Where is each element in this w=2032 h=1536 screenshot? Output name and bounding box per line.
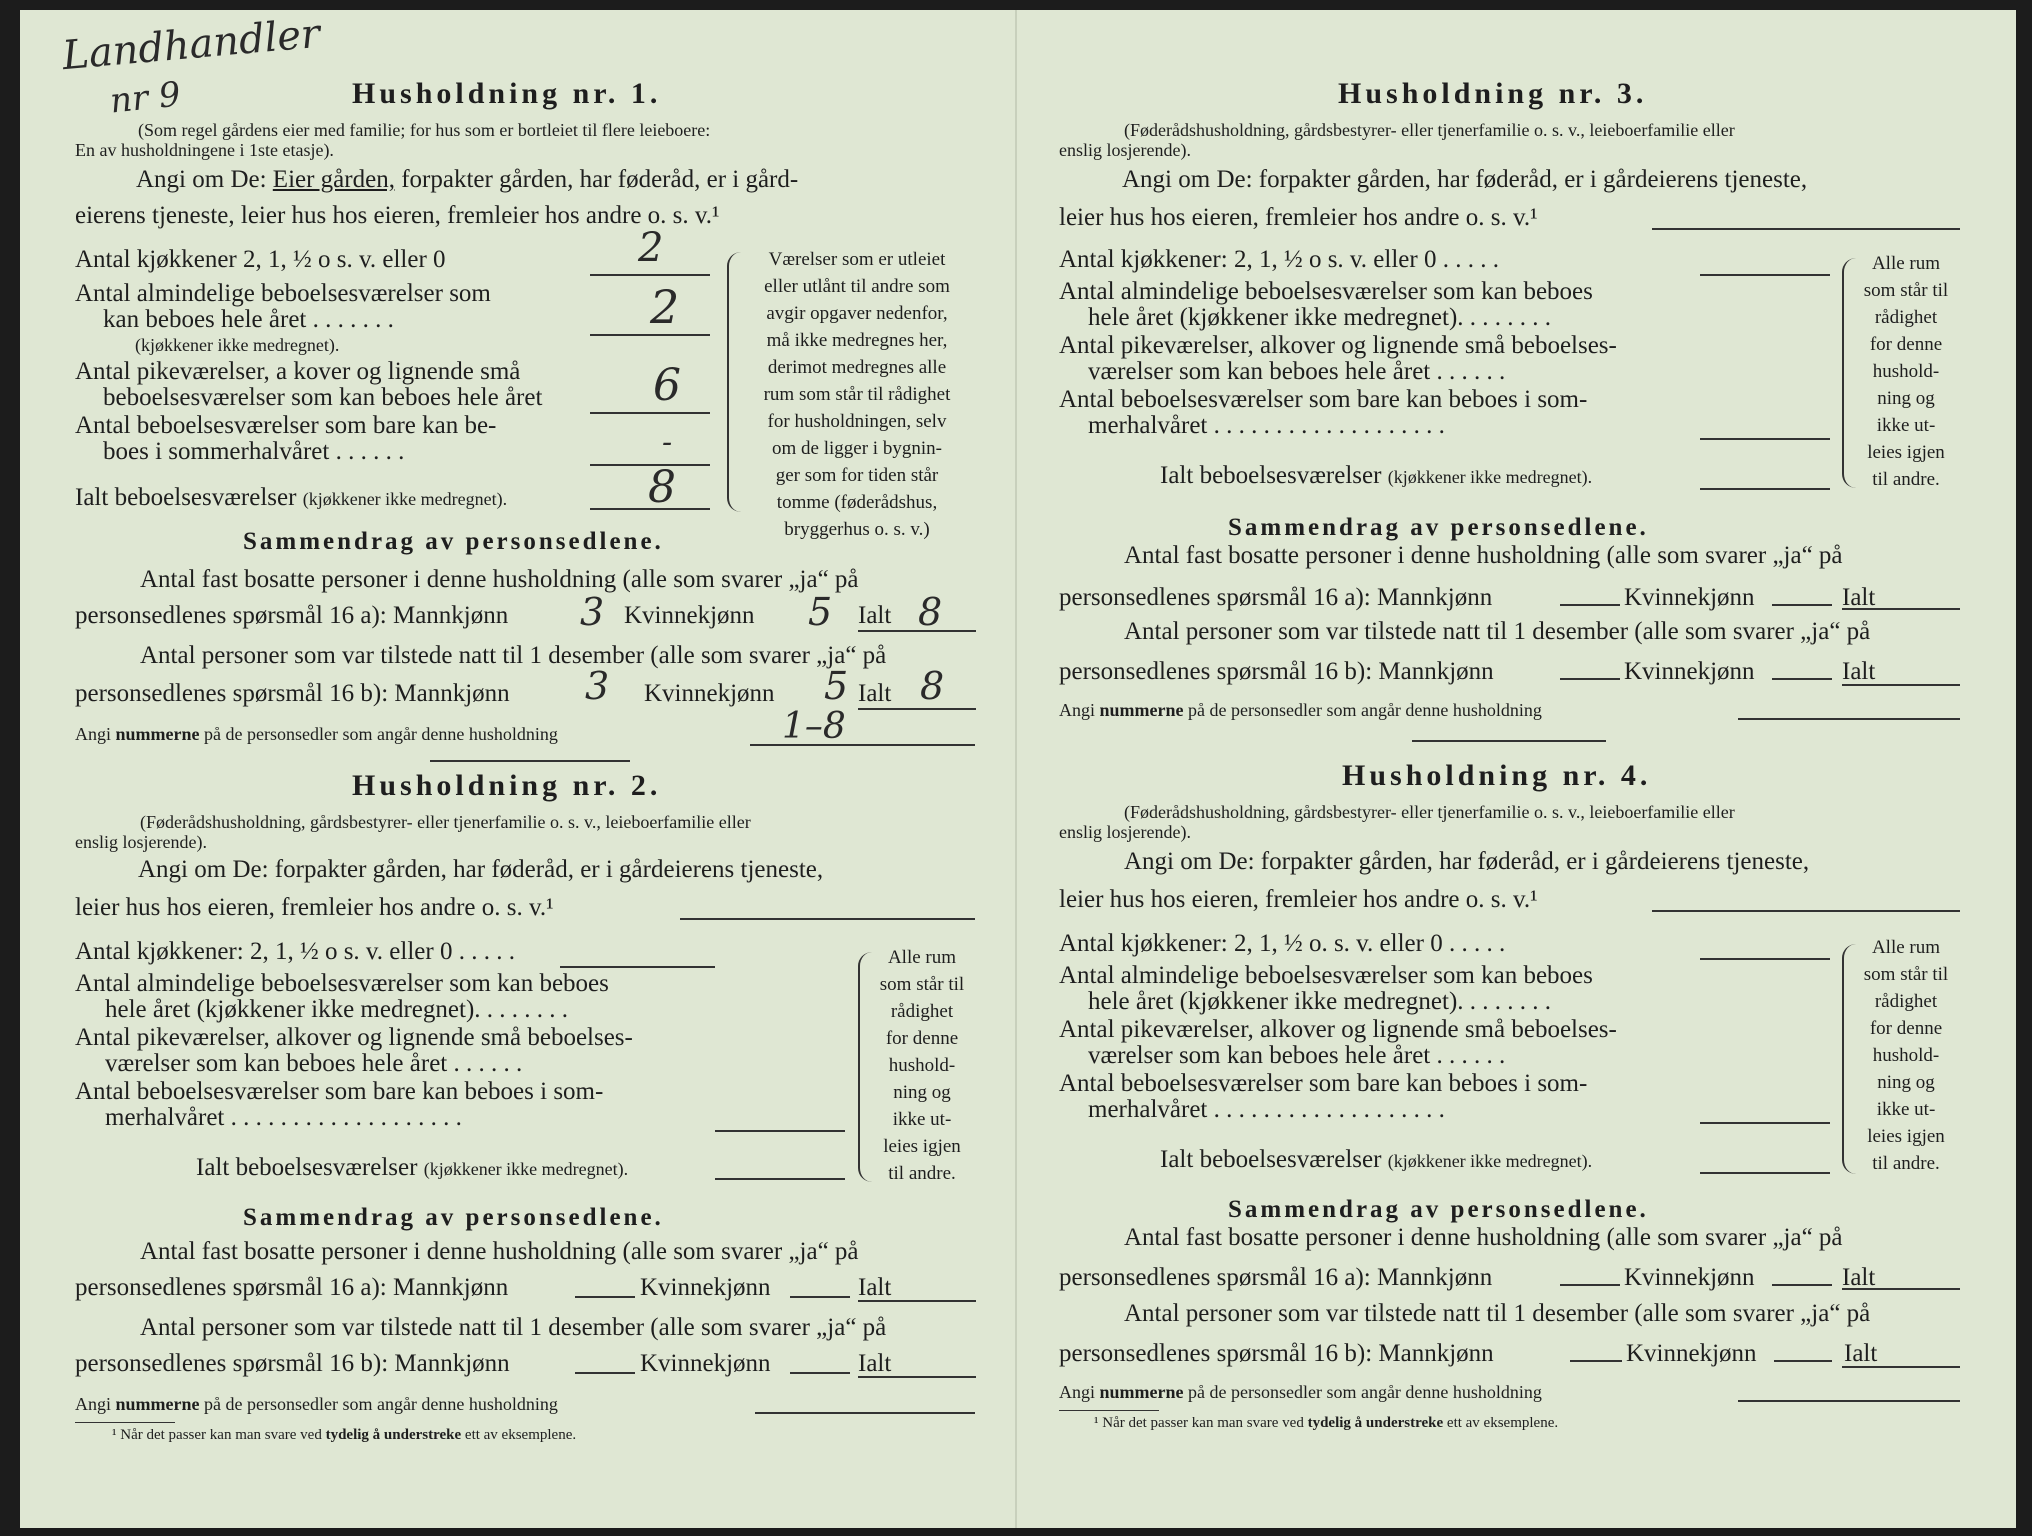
h3-s1-male-line: [1560, 604, 1620, 606]
h3-side-note-line: ikke ut-: [1876, 415, 1936, 436]
h4-s2-total-label: Ialt: [1844, 1340, 1878, 1367]
h2-s2-male-label: personsedlenes spørsmål 16 b): Mannkjønn: [75, 1350, 510, 1377]
h4-s1-total-label: Ialt: [1842, 1264, 1876, 1291]
h4-summary-title: Sammendrag av personsedlene.: [1228, 1196, 1649, 1223]
h2-side-note-line: Alle rum: [887, 947, 957, 968]
h4-s1-line-1: Antal fast bosatte personer i denne husholdning (alle som svarer „ja“ på: [1124, 1224, 1843, 1251]
h2-note-1: (Føderådshusholdning, gårdsbestyrer- eller tjenerfamilie o. s. v., leieboerfamilie eller: [140, 812, 751, 832]
h1-s2-male-label: personsedlenes spørsmål 16 b): Mannkjønn: [75, 680, 510, 707]
h2-ordinary-label-2: hele året (kjøkkener ikke medregnet). . . . . . . .: [105, 996, 569, 1023]
h1-side-note-line: avgir opgaver nedenfor,: [766, 303, 948, 324]
h1-kitchens-line: [590, 274, 710, 276]
h1-s1-line-2: [75, 602, 508, 630]
h2-numbers-line: [755, 1412, 975, 1414]
h1-separator: [430, 760, 630, 762]
h4-side-note-line: Alle rum: [1871, 937, 1941, 958]
h3-numbers-line: [1738, 718, 1960, 720]
h4-numbers-line: [1738, 1400, 1960, 1402]
h3-side-note-line: leies igjen: [1867, 442, 1945, 463]
h2-title: Husholdning nr. 2.: [352, 769, 662, 802]
h1-note-2: En av husholdningene i 1ste etasje).: [75, 140, 334, 160]
h1-s1-male-value: 3: [580, 590, 605, 634]
h1-ordinary-value: 2: [650, 280, 680, 334]
h3-angi-line-1: Angi om De: forpakter gården, har føderåd, er i gårdeierens tjeneste,: [1122, 166, 1808, 193]
page-fold: [1015, 10, 1017, 1528]
h4-s1-male-label: personsedlenes spørsmål 16 a): Mannkjønn: [1059, 1264, 1493, 1291]
h3-s2-female-label: Kvinnekjønn: [1624, 658, 1755, 685]
h4-s2-female-label: Kvinnekjønn: [1626, 1340, 1757, 1367]
h1-s2-line-1: Antal personer som var tilstede natt til 1 desember (alle som svarer „ja“ på: [140, 642, 887, 669]
h2-numbers-b: nummerne: [115, 1394, 200, 1414]
h1-side-note-line: må ikke medregnes her,: [766, 330, 948, 351]
h1-side-note-line: rum som står til rådighet: [763, 384, 951, 405]
h1-total-label-main: Ialt beboelsesværelser: [75, 484, 297, 511]
h4-total-line: [1700, 1172, 1830, 1174]
h3-angi-line-2: leier hus hos eieren, fremleier hos andre o. s. v.¹: [1059, 204, 1538, 231]
h3-separator: [1412, 740, 1606, 742]
h3-s1-line-1: Antal fast bosatte personer i denne husholdning (alle som svarer „ja“ på: [1124, 542, 1843, 569]
h4-kitchens-label: Antal kjøkkener: 2, 1, ½ o. s. v. eller 0 . . . . .: [1059, 930, 1506, 957]
h1-side-note-line: om de ligger i bygnin-: [772, 438, 942, 459]
h1-side-note-line: ger som for tiden står: [775, 465, 939, 486]
h4-kitchens-line: [1700, 958, 1830, 960]
h2-angi-line: [680, 918, 975, 920]
left-footnote-c: ett av eksemplene.: [464, 1427, 577, 1443]
h1-s2-total-label: Ialt: [858, 680, 892, 707]
h3-side-note-line: for denne: [1869, 334, 1943, 355]
h4-title: Husholdning nr. 4.: [1342, 759, 1652, 792]
h2-side-note-line: som står til: [879, 974, 965, 995]
h1-summer-label-1: Antal beboelsesværelser som bare kan be-: [75, 412, 497, 439]
h2-angi-line-1: Angi om De: forpakter gården, har føderåd, er i gårdeierens tjeneste,: [138, 856, 824, 883]
handwritten-header-occupation: Landhandler: [60, 10, 322, 80]
h3-small-label-1: Antal pikeværelser, alkover og lignende små beboelses-: [1059, 332, 1617, 359]
h1-kitchens-label: Antal kjøkkener 2, 1, ½ o s. v. eller 0: [75, 246, 446, 273]
h3-side-note-line: Alle rum: [1871, 253, 1941, 274]
h4-total-label-sub: (kjøkkener ikke medregnet).: [1387, 1151, 1593, 1171]
h4-numbers-a: Angi: [1059, 1382, 1095, 1402]
h4-side-note-line: ning og: [1877, 1072, 1935, 1093]
h1-ordinary-label-3: (kjøkkener ikke medregnet).: [135, 335, 340, 355]
right-footnote-c: ett av eksemplene.: [1446, 1415, 1559, 1431]
h4-s1-male-line: [1560, 1284, 1620, 1286]
h2-side-note-line: ikke ut-: [892, 1109, 952, 1130]
h2-s2-male-line: [575, 1372, 635, 1374]
h4-side-note-line: ikke ut-: [1876, 1099, 1936, 1120]
h2-s1-line-1: Antal fast bosatte personer i denne husholdning (alle som svarer „ja“ på: [140, 1238, 859, 1265]
h3-title: Husholdning nr. 3.: [1338, 77, 1648, 110]
h3-rooms-line: [1700, 438, 1830, 440]
h2-s1-male-line: [575, 1296, 635, 1298]
h2-side-note-line: leies igjen: [883, 1136, 961, 1157]
h2-s1-total-label: Ialt: [858, 1274, 892, 1301]
h1-angi-underlined-owner: Eier gården,: [272, 166, 395, 193]
right-footnote-rule: [1059, 1410, 1159, 1411]
h3-total-label-main: Ialt beboelsesværelser: [1160, 462, 1382, 489]
h2-ordinary-label-1: Antal almindelige beboelsesværelser som kan beboes: [75, 970, 609, 997]
h2-s1-total-line: [858, 1300, 976, 1302]
h3-kitchens-label: Antal kjøkkener: 2, 1, ½ o s. v. eller 0 . . . . .: [1059, 246, 1499, 273]
h1-small-value: 6: [653, 360, 681, 411]
h2-angi-line-2: leier hus hos eieren, fremleier hos andre o. s. v.¹: [75, 894, 554, 921]
h1-note-1: (Som regel gårdens eier med familie; for hus som er bortleiet til flere leieboere:: [138, 120, 711, 140]
h2-kitchens-line: [560, 966, 715, 968]
h2-side-note-line: rådighet: [890, 1001, 954, 1022]
h2-small-label-1: Antal pikeværelser, alkover og lignende små beboelses-: [75, 1024, 633, 1051]
h4-small-label-1: Antal pikeværelser, alkover og lignende små beboelses-: [1059, 1016, 1617, 1043]
h2-note-2: enslig losjerende).: [75, 832, 207, 852]
handwritten-header-number: nr 9: [108, 74, 183, 122]
h1-angi-prefix: Angi om De:: [136, 166, 267, 193]
h2-side-note-line: til andre.: [888, 1163, 956, 1184]
h4-ordinary-label-2: hele året (kjøkkener ikke medregnet). . . . . . . .: [1088, 988, 1552, 1015]
h2-s1-male-label: personsedlenes spørsmål 16 a): Mannkjønn: [75, 1274, 509, 1301]
h4-small-label-2: værelser som kan beboes hele året . . . . . .: [1088, 1042, 1506, 1069]
h2-side-note-line: ning og: [893, 1082, 951, 1103]
h3-small-label-2: værelser som kan beboes hele året . . . . . .: [1088, 358, 1506, 385]
h3-s1-female-line: [1772, 604, 1832, 606]
h2-summer-label-1: Antal beboelsesværelser som bare kan beboes i som-: [75, 1078, 604, 1105]
h3-ordinary-label-2: hele året (kjøkkener ikke medregnet). . . . . . . .: [1088, 304, 1552, 331]
h1-side-note-line: derimot medregnes alle: [767, 357, 947, 378]
h1-numbers-b: nummerne: [115, 724, 200, 744]
h3-note-1: (Føderådshusholdning, gårdsbestyrer- eller tjenerfamilie o. s. v., leieboerfamilie eller: [1124, 120, 1735, 140]
right-footnote: [1094, 1414, 1558, 1432]
h4-note-2: enslig losjerende).: [1059, 822, 1191, 842]
h1-small-label-2: beboelsesværelser som kan beboes hele året: [103, 384, 543, 411]
h4-s2-female-line: [1774, 1360, 1832, 1362]
h1-side-note-line: eller utlånt til andre som: [764, 276, 950, 297]
h2-total-label-sub: (kjøkkener ikke medregnet).: [423, 1159, 629, 1179]
h2-summer-label-2: merhalvåret . . . . . . . . . . . . . . . . . . .: [105, 1104, 462, 1131]
h1-s2-female-label: Kvinnekjønn: [644, 680, 775, 707]
h2-s1-female-line: [790, 1296, 850, 1298]
h3-side-note: [1846, 250, 1966, 493]
h2-s1-female-label: Kvinnekjønn: [640, 1274, 771, 1301]
h1-side-note-line: Værelser som er utleiet: [768, 249, 946, 270]
h2-side-note-line: for denne: [885, 1028, 959, 1049]
h4-side-note-line: leies igjen: [1867, 1126, 1945, 1147]
h4-note-1: (Føderådshusholdning, gårdsbestyrer- eller tjenerfamilie o. s. v., leieboerfamilie eller: [1124, 802, 1735, 822]
h2-total-label: [196, 1154, 628, 1182]
h1-total-value: 8: [648, 462, 676, 513]
h2-total-label-main: Ialt beboelsesværelser: [196, 1154, 418, 1181]
h3-s2-male-label: personsedlenes spørsmål 16 b): Mannkjønn: [1059, 658, 1494, 685]
h1-numbers-value: 1–8: [782, 706, 846, 747]
h4-s2-male-line: [1570, 1360, 1622, 1362]
h1-small-label-1: Antal pikeværelser, a kover og lignende små: [75, 358, 521, 385]
h3-total-label-sub: (kjøkkener ikke medregnet).: [1387, 467, 1593, 487]
h3-side-note-line: hushold-: [1872, 361, 1940, 382]
h4-side-note: [1846, 934, 1966, 1177]
h4-angi-line-1: Angi om De: forpakter gården, har føderåd, er i gårdeierens tjeneste,: [1124, 848, 1810, 875]
h4-side-note-line: til andre.: [1872, 1153, 1940, 1174]
h1-s1-female-value: 5: [808, 590, 833, 634]
h1-total-label-sub: (kjøkkener ikke medregnet).: [302, 489, 508, 509]
h3-kitchens-line: [1700, 274, 1830, 276]
h3-ordinary-label-1: Antal almindelige beboelsesværelser som kan beboes: [1059, 278, 1593, 305]
h4-s2-line-1: Antal personer som var tilstede natt til 1 desember (alle som svarer „ja“ på: [1124, 1300, 1871, 1327]
h1-s1-total-value: 8: [918, 590, 943, 634]
h3-s1-total-line: [1842, 608, 1960, 610]
h1-angi-rest: forpakter gården, har føderåd, er i gård-: [401, 166, 799, 193]
h1-s2-total-value: 8: [920, 664, 945, 708]
h1-numbers-c: på de personsedler som angår denne husholdning: [204, 724, 558, 744]
h1-ordinary-line: [590, 334, 710, 336]
h2-s2-total-line: [858, 1376, 976, 1378]
h4-s2-male-label: personsedlenes spørsmål 16 b): Mannkjønn: [1059, 1340, 1494, 1367]
h3-side-note-line: ning og: [1877, 388, 1935, 409]
h1-ordinary-label-1: Antal almindelige beboelsesværelser som: [75, 280, 491, 307]
h4-numbers-c: på de personsedler som angår denne husholdning: [1188, 1382, 1542, 1402]
h1-summer-value: -: [662, 425, 673, 460]
h4-side-note-line: rådighet: [1874, 991, 1938, 1012]
h4-numbers-b: nummerne: [1099, 1382, 1184, 1402]
h1-s1-line-1: Antal fast bosatte personer i denne husholdning (alle som svarer „ja“ på: [140, 566, 859, 593]
h1-total-label: [75, 484, 507, 512]
h2-s2-total-label: Ialt: [858, 1350, 892, 1377]
h1-s1-male-label: personsedlenes spørsmål 16 a): Mannkjønn: [75, 602, 509, 629]
h4-angi-line: [1652, 910, 1960, 912]
left-footnote-b: tydelig å understreke: [325, 1427, 462, 1443]
h4-total-label-main: Ialt beboelsesværelser: [1160, 1146, 1382, 1173]
h1-side-note-line: for husholdningen, selv: [767, 411, 947, 432]
h3-s1-total-label: Ialt: [1842, 584, 1876, 611]
h3-s2-male-line: [1560, 678, 1620, 680]
h4-total-label: [1160, 1146, 1592, 1174]
h1-s2-male-value: 3: [585, 664, 610, 708]
h1-s1-total-line: [858, 630, 976, 632]
h2-side-note: [862, 944, 982, 1187]
h2-numbers-a: Angi: [75, 1394, 111, 1414]
h1-summer-label-2: boes i sommerhalvåret . . . . . .: [103, 438, 405, 465]
h2-s2-female-line: [790, 1372, 850, 1374]
h3-s2-total-line: [1842, 684, 1960, 686]
h3-summer-label-2: merhalvåret . . . . . . . . . . . . . . . . . . .: [1088, 412, 1445, 439]
h1-ordinary-label-2: kan beboes hele året . . . . . . .: [103, 306, 394, 333]
h1-s1-total-label: Ialt: [858, 602, 892, 629]
h4-side-note-line: som står til: [1863, 964, 1949, 985]
h4-s1-female-label: Kvinnekjønn: [1624, 1264, 1755, 1291]
h3-s1-female-label: Kvinnekjønn: [1624, 584, 1755, 611]
h4-summer-label-1: Antal beboelsesværelser som bare kan beboes i som-: [1059, 1070, 1588, 1097]
h4-summer-label-2: merhalvåret . . . . . . . . . . . . . . . . . . .: [1088, 1096, 1445, 1123]
left-footnote-rule: [75, 1422, 175, 1423]
h4-s1-female-line: [1772, 1284, 1832, 1286]
h1-kitchens-value: 2: [638, 225, 664, 271]
h3-angi-line: [1652, 228, 1960, 230]
h4-angi-line-2: leier hus hos eieren, fremleier hos andre o. s. v.¹: [1059, 886, 1538, 913]
h3-note-2: enslig losjerende).: [1059, 140, 1191, 160]
h3-side-note-line: rådighet: [1874, 307, 1938, 328]
h3-s2-line-1: Antal personer som var tilstede natt til 1 desember (alle som svarer „ja“ på: [1124, 618, 1871, 645]
h1-title: Husholdning nr. 1.: [352, 77, 662, 110]
h3-numbers-c: på de personsedler som angår denne husholdning: [1188, 700, 1542, 720]
h1-small-line: [590, 412, 710, 414]
h4-side-note-line: hushold-: [1872, 1045, 1940, 1066]
h2-kitchens-label: Antal kjøkkener: 2, 1, ½ o s. v. eller 0 . . . . .: [75, 938, 515, 965]
h2-numbers-c: på de personsedler som angår denne husholdning: [204, 1394, 558, 1414]
left-footnote-a: ¹ Når det passer kan man svare ved: [112, 1427, 322, 1443]
h3-side-note-line: til andre.: [1872, 469, 1940, 490]
h2-rooms-line: [715, 1130, 845, 1132]
h2-side-note-line: hushold-: [888, 1055, 956, 1076]
h4-s2-total-line: [1842, 1366, 1960, 1368]
h1-side-note-line: tomme (føderådshus,: [776, 492, 938, 513]
h3-summary-title: Sammendrag av personsedlene.: [1228, 514, 1649, 541]
h4-rooms-line: [1700, 1122, 1830, 1124]
right-footnote-a: ¹ Når det passer kan man svare ved: [1094, 1415, 1304, 1431]
h2-small-label-2: værelser som kan beboes hele året . . . . . .: [105, 1050, 523, 1077]
right-footnote-b: tydelig å understreke: [1307, 1415, 1444, 1431]
h4-s1-total-line: [1842, 1288, 1960, 1290]
h2-s2-female-label: Kvinnekjønn: [640, 1350, 771, 1377]
h1-s2-female-value: 5: [824, 664, 849, 708]
h3-total-line: [1700, 488, 1830, 490]
h1-angi-line-2: eierens tjeneste, leier hus hos eieren, fremleier hos andre o. s. v.¹: [75, 202, 720, 229]
h3-s2-female-line: [1772, 678, 1832, 680]
h3-numbers-a: Angi: [1059, 700, 1095, 720]
h3-s1-male-label: personsedlenes spørsmål 16 a): Mannkjønn: [1059, 584, 1493, 611]
h3-side-note-line: som står til: [1863, 280, 1949, 301]
h1-s2-total-line: [858, 708, 976, 710]
h2-numbers-label: [75, 1394, 558, 1415]
h1-s1-female-label: Kvinnekjønn: [624, 602, 755, 629]
h3-summer-label-1: Antal beboelsesværelser som bare kan beboes i som-: [1059, 386, 1588, 413]
h1-angi-line-1: [136, 166, 798, 194]
left-footnote: [112, 1426, 576, 1444]
h1-side-note: [732, 246, 982, 543]
h1-side-note-line: bryggerhus o. s. v.): [784, 519, 930, 540]
h4-numbers-label: [1059, 1382, 1542, 1403]
h2-summary-title: Sammendrag av personsedlene.: [243, 1204, 664, 1231]
h3-s2-total-label: Ialt: [1842, 658, 1876, 685]
h2-total-line: [715, 1178, 845, 1180]
h1-numbers-a: Angi: [75, 724, 111, 744]
h3-numbers-b: nummerne: [1099, 700, 1184, 720]
h1-summary-title: Sammendrag av personsedlene.: [243, 528, 664, 555]
h4-side-note-line: for denne: [1869, 1018, 1943, 1039]
h3-numbers-label: [1059, 700, 1542, 721]
h1-numbers-label: [75, 724, 558, 745]
h3-total-label: [1160, 462, 1592, 490]
h4-ordinary-label-1: Antal almindelige beboelsesværelser som kan beboes: [1059, 962, 1593, 989]
h2-s2-line-1: Antal personer som var tilstede natt til 1 desember (alle som svarer „ja“ på: [140, 1314, 887, 1341]
